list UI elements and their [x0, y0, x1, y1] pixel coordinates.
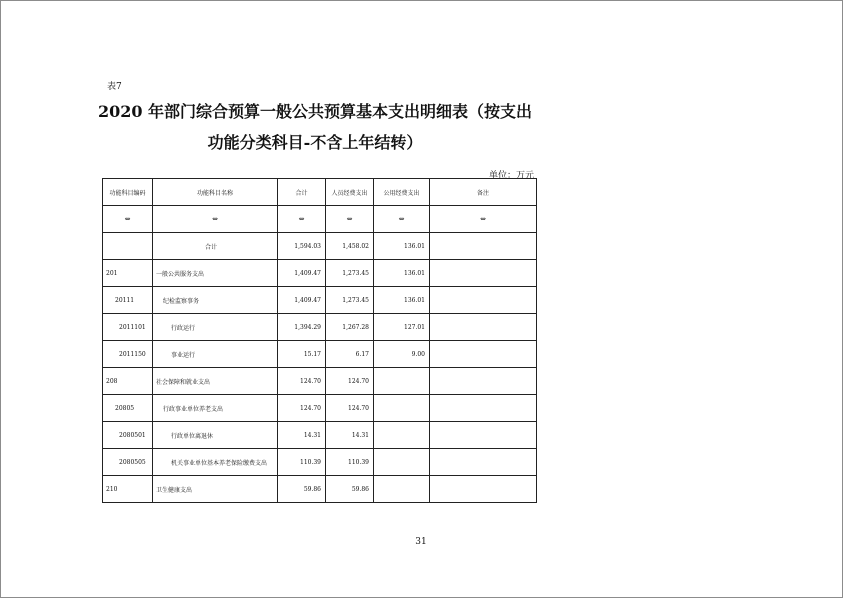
table-row	[103, 341, 537, 368]
personnel-cell: 110.39	[326, 449, 374, 476]
table-row	[103, 260, 537, 287]
table-number: 表7	[107, 82, 122, 92]
note-cell	[430, 368, 537, 395]
code-cell: 20805	[103, 395, 153, 422]
symbol-cell: ⇔	[278, 206, 326, 233]
name-cell: 合计	[153, 233, 278, 260]
public-cell	[374, 395, 430, 422]
total-cell: 1,394.29	[278, 314, 326, 341]
title-line-2: 功能分类科目-不含上年结转）	[207, 133, 423, 152]
note-cell	[430, 422, 537, 449]
table-row	[103, 233, 537, 260]
personnel-cell: 124.70	[326, 368, 374, 395]
public-cell: 136.01	[374, 233, 430, 260]
table-row	[103, 449, 537, 476]
personnel-cell: 1,458.02	[326, 233, 374, 260]
name-cell: 事业运行	[153, 341, 278, 368]
personnel-cell: 59.86	[326, 476, 374, 503]
name-cell: 行政单位离退休	[153, 422, 278, 449]
name-cell: 行政事业单位养老支出	[153, 395, 278, 422]
symbol-cell: ⇔	[103, 206, 153, 233]
note-cell	[430, 449, 537, 476]
note-cell	[430, 260, 537, 287]
public-cell: 136.01	[374, 287, 430, 314]
public-cell	[374, 422, 430, 449]
personnel-cell: 124.70	[326, 395, 374, 422]
public-cell	[374, 449, 430, 476]
note-cell	[430, 287, 537, 314]
note-cell	[430, 395, 537, 422]
personnel-cell: 6.17	[326, 341, 374, 368]
header-note: 备注	[430, 179, 537, 206]
table-row	[103, 287, 537, 314]
total-cell: 59.86	[278, 476, 326, 503]
symbol-row	[103, 206, 537, 233]
total-cell: 15.17	[278, 341, 326, 368]
total-cell: 124.70	[278, 368, 326, 395]
name-cell: 纪检监察事务	[153, 287, 278, 314]
code-cell: 2080505	[103, 449, 153, 476]
total-cell: 1,594.03	[278, 233, 326, 260]
note-cell	[430, 233, 537, 260]
header-name: 功能科目名称	[153, 179, 278, 206]
header-personnel: 人员经费支出	[326, 179, 374, 206]
header-code: 功能科目编码	[103, 179, 153, 206]
code-cell	[103, 233, 153, 260]
note-cell	[430, 476, 537, 503]
table-row	[103, 314, 537, 341]
public-cell: 9.00	[374, 341, 430, 368]
name-cell: 社会保障和就业支出	[153, 368, 278, 395]
personnel-cell: 1,273.45	[326, 260, 374, 287]
total-cell: 110.39	[278, 449, 326, 476]
total-cell: 14.31	[278, 422, 326, 449]
code-cell: 2011101	[103, 314, 153, 341]
code-cell: 20111	[103, 287, 153, 314]
public-cell: 127.01	[374, 314, 430, 341]
symbol-cell: ⇔	[430, 206, 537, 233]
note-cell	[430, 314, 537, 341]
title-line-1: 2020 年部门综合预算一般公共预算基本支出明细表（按支出	[97, 102, 533, 121]
page-number: 31	[415, 537, 427, 547]
code-cell: 208	[103, 368, 153, 395]
personnel-cell: 1,267.28	[326, 314, 374, 341]
name-cell: 机关事业单位基本养老保险缴费支出	[153, 449, 278, 476]
table-row	[103, 368, 537, 395]
public-cell	[374, 368, 430, 395]
table-row	[103, 476, 537, 503]
code-cell: 210	[103, 476, 153, 503]
unit-label: 单位：万元	[488, 171, 534, 181]
public-cell: 136.01	[374, 260, 430, 287]
table-row	[103, 395, 537, 422]
personnel-cell: 1,273.45	[326, 287, 374, 314]
name-cell: 一般公共服务支出	[153, 260, 278, 287]
total-cell: 124.70	[278, 395, 326, 422]
public-cell	[374, 476, 430, 503]
total-cell: 1,409.47	[278, 287, 326, 314]
header-total: 合计	[278, 179, 326, 206]
table-row	[103, 422, 537, 449]
symbol-cell: ⇔	[326, 206, 374, 233]
name-cell: 卫生健康支出	[153, 476, 278, 503]
total-cell: 1,409.47	[278, 260, 326, 287]
code-cell: 2011150	[103, 341, 153, 368]
name-cell: 行政运行	[153, 314, 278, 341]
header-row	[103, 179, 537, 206]
symbol-cell: ⇔	[153, 206, 278, 233]
header-public: 公用经费支出	[374, 179, 430, 206]
expenditure-table	[102, 178, 537, 503]
table-body	[103, 233, 537, 503]
code-cell: 2080501	[103, 422, 153, 449]
symbol-cell: ⇔	[374, 206, 430, 233]
personnel-cell: 14.31	[326, 422, 374, 449]
note-cell	[430, 341, 537, 368]
code-cell: 201	[103, 260, 153, 287]
